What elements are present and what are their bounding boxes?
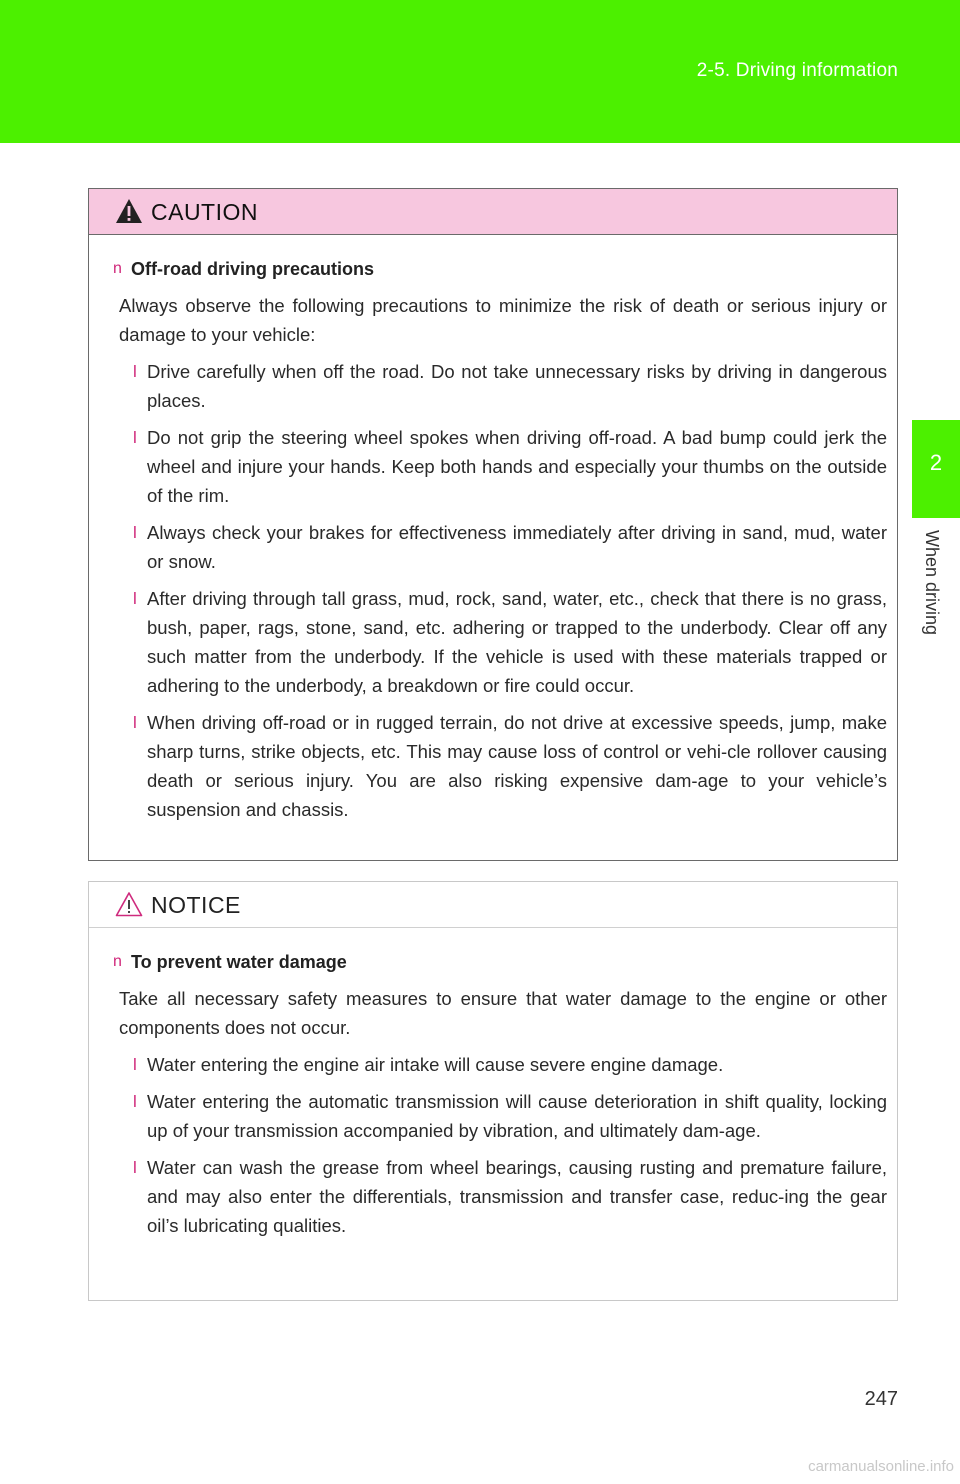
list-item <box>117 1050 887 1079</box>
list-item-text: After driving through tall grass, mud, rock, sand, water, etc., check that there is no grass, bush, paper, rags, stone, sand, etc. adhering or trapped to the underbody. Clear off any such matter from the underbody. If the vehicle is used with these materials trapped or adhering to the underbody, a breakdown or fire could occur. <box>147 588 887 696</box>
chapter-label <box>921 530 951 670</box>
item-bullet: l <box>133 1092 137 1111</box>
item-bullet: l <box>133 589 137 608</box>
warning-triangle-icon <box>115 198 143 224</box>
notice-body <box>89 928 897 1240</box>
list-item <box>117 1087 887 1145</box>
list-item-text: When driving off-road or in rugged terrain, do not drive at excessive speeds, jump, make sharp turns, strike objects, etc. This may cause loss of control or vehi-cle rollover causing death or serious injury. You are also risking expensive dam-age to your vehicle’s suspension and chassis. <box>147 712 887 820</box>
list-item-text: Drive carefully when off the road. Do not take unnecessary risks by driving in dangerous places. <box>147 361 887 411</box>
list-item-text: Always check your brakes for effectiveness immediately after driving in sand, mud, water or snow. <box>147 522 887 572</box>
notice-title <box>113 948 887 976</box>
title-bullet: n <box>113 260 122 277</box>
list-item-text: Water entering the engine air intake will cause severe engine damage. <box>147 1054 724 1075</box>
item-bullet: l <box>133 713 137 732</box>
watermark: carmanualsonline.info <box>808 1458 954 1475</box>
list-item-text: Water can wash the grease from wheel bearings, causing rusting and premature failure, and may also enter the differentials, transmission and transfer case, reduc-ing the gear oil’s lubricating qualities. <box>147 1157 887 1236</box>
item-bullet: l <box>133 362 137 381</box>
chapter-number: 2 <box>929 450 943 475</box>
notice-intro: Take all necessary safety measures to ensure that water damage to the engine or other components does not occur. <box>119 988 887 1038</box>
list-item <box>117 584 887 700</box>
list-item <box>117 518 887 576</box>
header-band <box>0 0 960 143</box>
caution-header <box>89 189 897 235</box>
chapter-label-text: When driving <box>922 530 942 636</box>
caution-title-text: Off-road driving precautions <box>131 259 375 279</box>
notice-header <box>89 882 897 928</box>
list-item <box>117 1153 887 1240</box>
section-title: 2-5. Driving information <box>696 60 898 81</box>
notice-box <box>88 881 898 1301</box>
list-item <box>117 708 887 824</box>
caution-intro: Always observe the following precautions to minimize the risk of death or serious injury or damage to your vehicle: <box>119 295 887 345</box>
title-bullet: n <box>113 953 122 970</box>
notice-title-text: To prevent water damage <box>131 952 347 972</box>
notice-label: NOTICE <box>151 892 241 918</box>
caution-label: CAUTION <box>151 199 258 225</box>
caution-body <box>89 235 897 824</box>
item-bullet: l <box>133 1158 137 1177</box>
list-item <box>117 423 887 510</box>
warning-triangle-outline-icon <box>115 891 143 917</box>
caution-title <box>113 255 887 283</box>
caution-box <box>88 188 898 861</box>
list-item-text: Do not grip the steering wheel spokes when driving off-road. A bad bump could jerk the wheel and injure your hands. Keep both hands and especially your thumbs on the outside of the rim. <box>147 427 887 506</box>
item-bullet: l <box>133 523 137 542</box>
list-item <box>117 357 887 415</box>
item-bullet: l <box>133 428 137 447</box>
page-number: 247 <box>864 1388 898 1410</box>
list-item-text: Water entering the automatic transmission will cause deterioration in shift quality, locking up of your transmission accompanied by vibration, and ultimately dam-age. <box>147 1091 887 1141</box>
item-bullet: l <box>133 1055 137 1074</box>
chapter-tab[interactable] <box>912 420 960 518</box>
